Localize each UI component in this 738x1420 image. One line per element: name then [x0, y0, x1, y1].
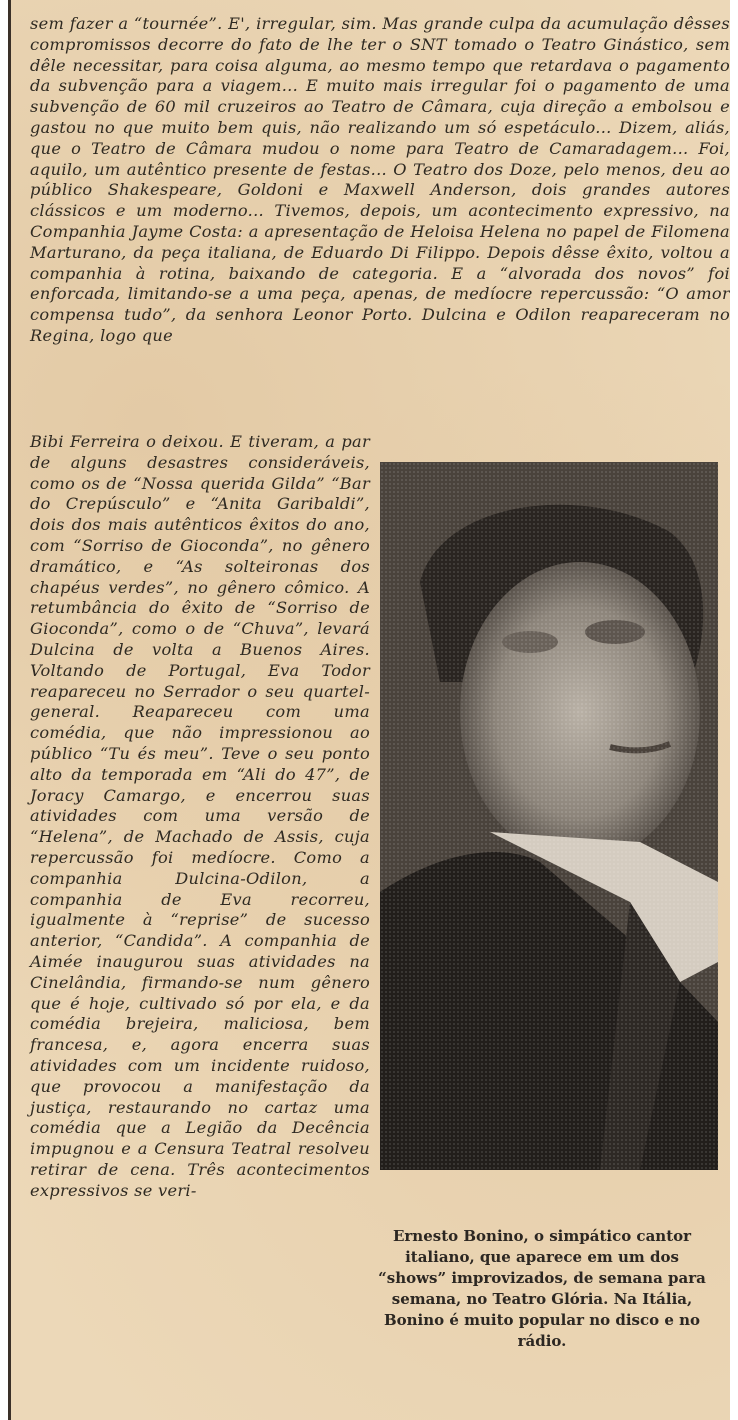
article-top-paragraph [30, 14, 730, 347]
article-left-column [30, 432, 370, 1201]
article-text-top: sem fazer a “tournée”. E', irregular, sim. Mas grande culpa da acumulação dêsses compromissos decorre do fato de lhe ter o SNT tomado o Teatro Ginástico, sem dêle necessitar, para coisa alguma, ao mesmo tempo que retardava o pagamento da subvenção para a viagem... E muito mais irregular foi o pagamento de uma subvenção de 60 mil cruzeiros ao Teatro de Câmara, cuja direção a embolsou e gastou no que muito bem quis, não realizando um só espetáculo... Dizem, aliás, que o Teatro de Câmara mudou o nome para Teatro de Camaradagem... Foi, aquilo, um autêntico presente de festas... O Teatro dos Doze, pelo menos, deu ao público Shakespeare, Goldoni e Maxwell Anderson, dois grandes autores clássicos e um moderno... Tivemos, depois, um acontecimento expressivo, na Companhia Jayme Costa: a apresentação de Heloisa Helena no papel de Filomena Marturano, da peça italiana, de Eduardo Di Filippo. Depois dêsse êxito, voltou a companhia à rotina, baixando de categoria. E a “alvorada dos novos” foi enforcada, limitando-se a uma peça, apenas, de medíocre repercussão: “O amor compensa tudo”, da senhora Leonor Porto. Dulcina e Odilon reapareceram no Regina, logo que [30, 14, 730, 345]
newspaper-clipping [8, 0, 730, 1420]
article-text-column: Bibi Ferreira o deixou. E tiveram, a par de alguns desastres consideráveis, como os de “Nossa querida Gilda” “Bar do Crepúsculo” e “Anita Garibaldi”, dois dos mais autênticos êxitos do ano, com “Sorriso de Gioconda”, no gênero dramático, e “As solteironas dos chapéus verdes”, no gênero cômico. A retumbância do êxito de “Sorriso de Gioconda”, como o de “Chuva”, levará Dulcina de volta a Buenos Aires. Voltando de Portugal, Eva Todor reapareceu no Serrador o seu quartel-general. Reapareceu com uma comédia, que não impressionou ao público “Tu és meu”. Teve o seu ponto alto da temporada em “Ali do 47”, de Joracy Camargo, e encerrou suas atividades com uma versão de “Helena”, de Machado de Assis, cuja repercussão foi medíocre. Como a companhia Dulcina-Odilon, a companhia de Eva recorreu, igualmente à “reprise” de sucesso anterior, “Candida”. A companhia de Aimée inaugurou suas atividades na Cinelândia, firmando-se num gênero que é hoje, cultivado só por ela, e da comédia brejeira, maliciosa, bem francesa, e, agora encerra suas atividades com um incidente ruidoso, que provocou a manifestação da justiça, restaurando no cartaz uma comédia que a Legião da Decência impugnou e a Censura Teatral resolveu retirar de cena. Três acontecimentos expressivos se veri- [30, 432, 370, 1200]
portrait-photo [380, 462, 718, 1170]
clipping-edge [8, 0, 11, 1420]
portrait-image [380, 462, 718, 1170]
photo-caption-text: Ernesto Bonino, o simpático cantor italiano, que aparece em um dos “shows” improvizados, de semana para semana, no Teatro Glória. Na Itália, Bonino é muito popular no disco e no rádio. [378, 1227, 706, 1350]
photo-caption [372, 1226, 712, 1352]
